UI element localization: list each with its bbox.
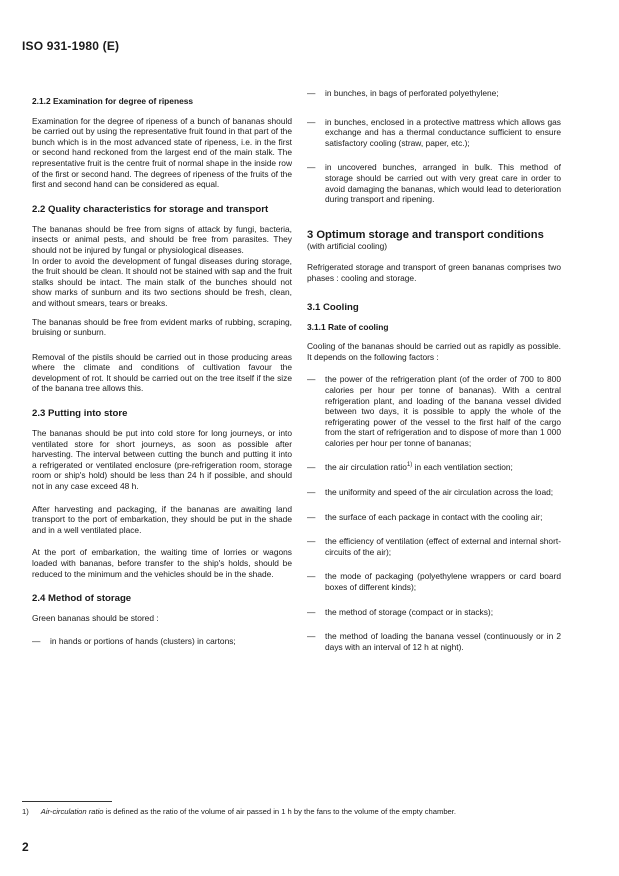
section-3-heading: 3 Optimum storage and transport conditions <box>307 228 544 241</box>
dash-mark: — <box>307 487 316 498</box>
section-2-2-paragraph-4: Removal of the pistils should be carried out in those producing areas where the climate and conditions of cultivation favour the development of rot. It should be carried out on the tree itself if the size of the banana tree allows this. <box>32 351 292 394</box>
left-column <box>32 96 292 660</box>
section-3-1-1-intro: Cooling of the bananas should be carried out as rapidly as possible. It depends on the following factors : <box>307 341 561 362</box>
footnote <box>22 807 602 817</box>
factor-uniformity: — the uniformity and speed of the air circulation across the load; <box>307 487 554 498</box>
factor-air-circulation-ratio: — the air circulation ratio$^{1)}$ in each ventilation section; <box>307 462 513 473</box>
dash-mark: — <box>307 631 316 642</box>
dash-mark: — <box>307 374 316 385</box>
section-2-2-paragraph-1: The bananas should be free from signs of attack by fungi, bacteria, insects or animal pests, and should be free from parasites. They should not be injured by fungal or physiological diseases. <box>32 223 292 255</box>
factor-refrigeration-power: — the power of the refrigeration plant (of the order of 700 to 800 calories per hour per tonne of bananas). With a central refrigeration plant, and loading of the banana vessel divided between two days, it is possible to apply the whole of the refrigerating power of the vessel to the first half of the cargo from the start of refrigeration and to dispose of more than 1 000 calories per hour per tonne of bananas; <box>307 374 561 448</box>
section-2-4-heading: 2.4 Method of storage <box>32 593 132 605</box>
factor-packaging-mode: — the mode of packaging (polyethylene wrappers or card board boxes of different kinds); <box>307 571 561 593</box>
section-2-3-heading: 2.3 Putting into store <box>32 408 128 420</box>
footnote-reference: 1) <box>406 462 413 469</box>
dash-mark: — <box>32 635 41 646</box>
section-2-4-intro: Green bananas should be stored : <box>32 613 159 624</box>
footnote-divider <box>22 801 112 802</box>
section-2-2-heading: 2.2 Quality characteristics for storage and transport <box>32 203 269 215</box>
section-3-subheading: (with artificial cooling) <box>307 240 388 251</box>
factor-ventilation-efficiency: — the efficiency of ventilation (effect of external and internal short-circuits of the air); <box>307 536 561 557</box>
section-2-3-paragraph-3: At the port of embarkation, the waiting time of lorries or wagons loaded with bananas, before transfer to the ship's holds, should be reduced to the minimum and the vehicles should be in the shade. <box>32 547 292 579</box>
dash-mark: — <box>307 162 316 173</box>
dash-mark: — <box>307 88 316 98</box>
dash-mark: — <box>307 571 316 582</box>
section-2-3-paragraph-2: After harvesting and packaging, if the bananas are awaiting land transport to the port of embarkation, they should be put in the shade and in a well ventilated place. <box>32 503 292 535</box>
storage-item-cartons: — in hands or portions of hands (clusters) in cartons; <box>32 635 236 646</box>
storage-item-bags: — in bunches, in bags of perforated polyethylene; <box>307 88 499 98</box>
section-2-2-paragraph-2: In order to avoid the development of fungal diseases during storage, the fruit should be clean. It should not be stained with sap and the fruit stalks should be intact. The main stalk of the bunches should not show marks of sunburn and its two sections should be fresh, clean, and without smears, tears or breaks. <box>32 255 292 308</box>
factor-package-surface: — the surface of each package in contact with the cooling air; <box>307 511 543 522</box>
storage-item-bulk: — in uncovered bunches, arranged in bulk. This method of storage should be carried out with very great care in order to avoid damaging the bananas, which would lead to deterioration during transport and ripening. <box>307 162 561 205</box>
document-header: ISO 931-1980 (E) <box>22 39 120 53</box>
footnote-term: Air-circulation ratio <box>40 807 104 816</box>
right-column <box>307 88 561 666</box>
dash-mark: — <box>307 536 316 547</box>
dash-mark: — <box>307 511 316 522</box>
storage-item-mattress: — in bunches, enclosed in a protective mattress which allows gas exchange and has a thermal conductance sufficient to ensure satisfactory cooling (straw, paper, etc.); <box>307 116 561 148</box>
section-2-1-2-paragraph: Examination for the degree of ripeness of a bunch of bananas should be carried out by using the representative fruit found in that part of the bunch which is in the most advanced state of ripeness, i.e. in the first or second hand reckoned from the largest end of the main stalk. The representative fruit is the centre fruit of normal shape in the inside row of the first or second hand. The degrees of ripeness of the fruits of the first and second hand can be considered as equal. <box>32 115 292 190</box>
section-2-3-paragraph-1: The bananas should be put into cold store for long journeys, or into ventilated store for short journeys, as soon as possible after harvesting. The interval between cutting the bunch and putting it into a refrigerated or ventilated enclosure (pre-refrigeration room, storage room or ship's hold) should be less than 24 h if possible, and should not in any case exceed 48 h. <box>32 428 292 492</box>
section-2-2-paragraph-3: The bananas should be free from evident marks of rubbing, scraping, bruising or sunburn. <box>32 316 292 338</box>
section-3-paragraph: Refrigerated storage and transport of green bananas comprises two phases : cooling and storage. <box>307 262 561 283</box>
section-3-1-1-heading: 3.1.1 Rate of cooling <box>307 321 389 332</box>
section-3-1-heading: 3.1 Cooling <box>307 301 359 313</box>
factor-loading-method: — the method of loading the banana vessel (continuously or in 2 days with an interval of 12 h at night). <box>307 631 561 652</box>
dash-mark: — <box>307 606 316 617</box>
factor-storage-method: — the method of storage (compact or in stacks); <box>307 606 494 617</box>
section-2-1-2-heading: 2.1.2 Examination for degree of ripeness <box>32 96 194 106</box>
page-number: 2 <box>22 840 29 854</box>
footnote-number: 1) <box>22 807 29 816</box>
footnote-text: is defined as the ratio of the volume of air passed in 1 h by the fans to the volume of the empty chamber. <box>103 807 456 816</box>
dash-mark: — <box>307 462 316 473</box>
dash-mark: — <box>307 116 316 127</box>
